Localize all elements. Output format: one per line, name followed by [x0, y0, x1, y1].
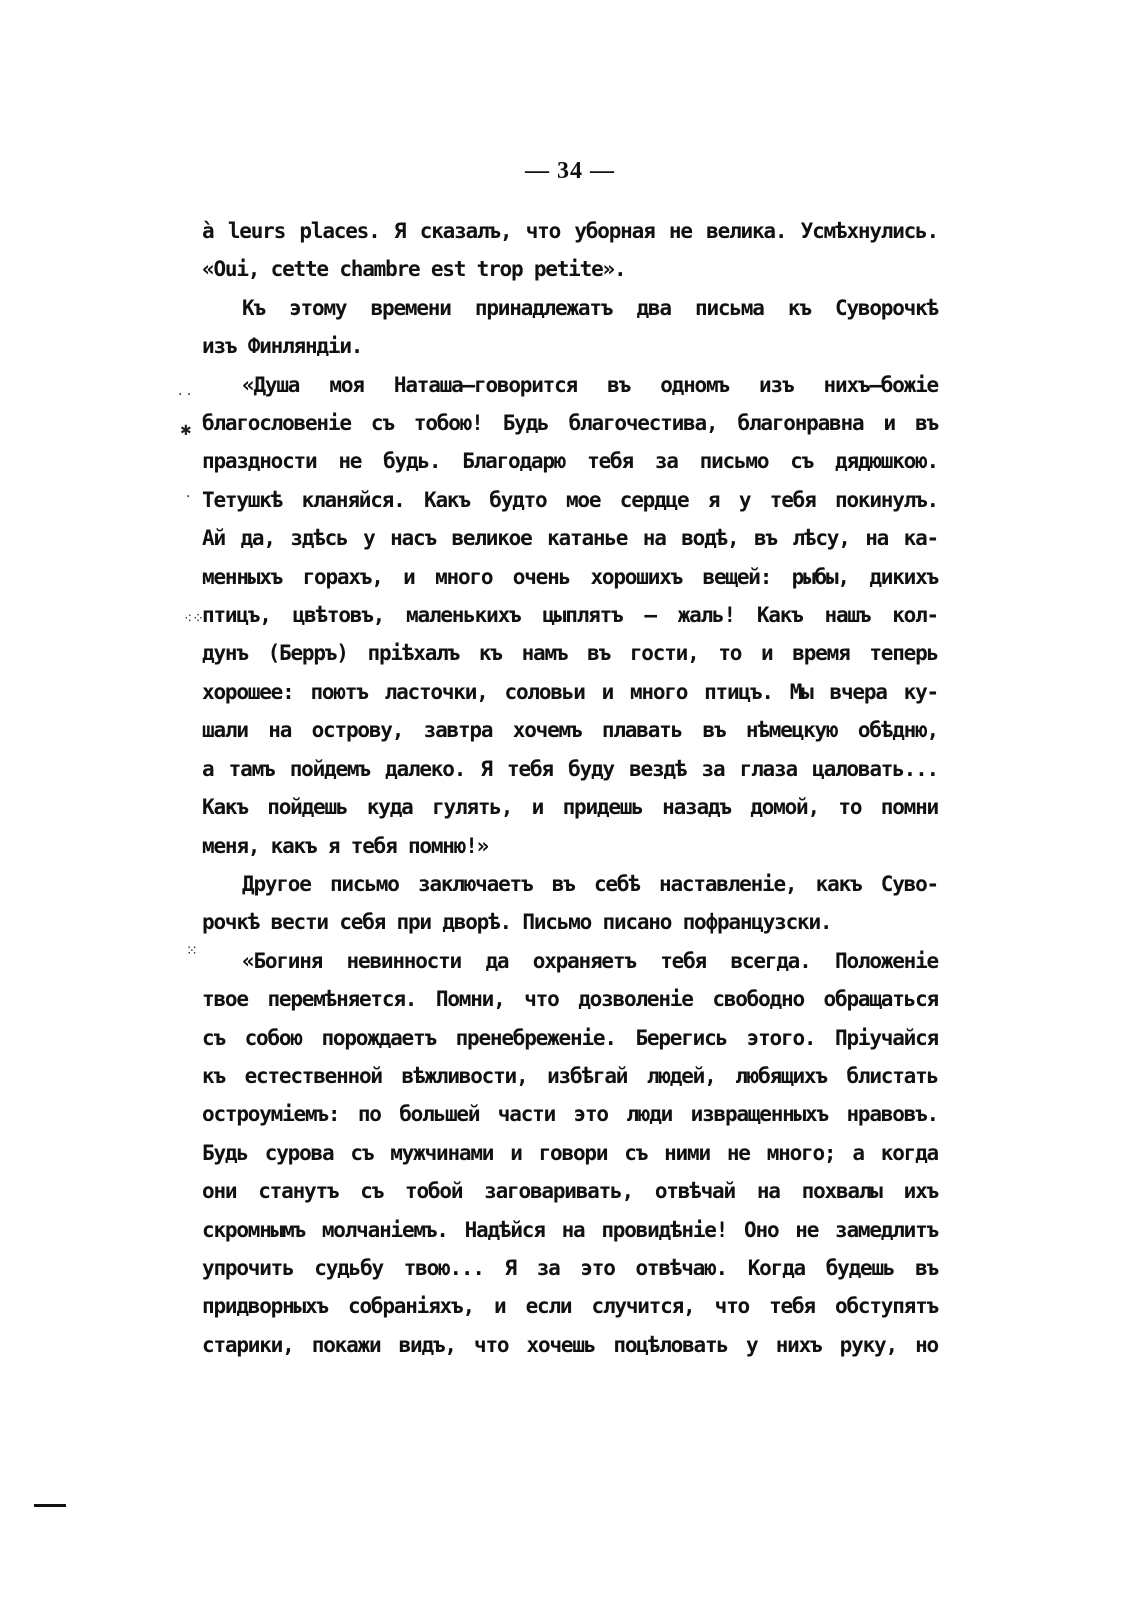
text-line: Другое письмо заключаетъ въ себѣ наставленіе, какъ Суво-	[242, 871, 938, 896]
text-line: скромнымъ молчаніемъ. Надѣйся на провидѣніе! Оно не замедлитъ	[202, 1217, 938, 1242]
text-line: упрочить судьбу твою... Я за это отвѣчаю. Когда будешь въ	[202, 1255, 938, 1280]
text-line: а тамъ пойдемъ далеко. Я тебя буду вездѣ за глаза цаловать...	[202, 756, 938, 781]
text-line: они станутъ съ тобой заговаривать, отвѣчай на похвалы ихъ	[202, 1179, 938, 1204]
text-line: Ай да, здѣсь у насъ великое катанье на водѣ, въ лѣсу, на ка-	[202, 526, 938, 551]
margin-speck: ⁖⁘	[184, 611, 204, 627]
text-line: «Oui, cette chambre est trop petite».	[202, 257, 626, 282]
page-edge-mark	[34, 1504, 66, 1507]
text-line: придворныхъ собраніяхъ, и если случится, что тебя обступятъ	[202, 1294, 938, 1319]
text-line: съ собою порождаетъ пренебреженіе. Берегись этого. Пріучайся	[202, 1025, 938, 1050]
text-line: Къ этому времени принадлежатъ два письма къ Суворочкѣ	[242, 295, 938, 320]
text-line: птицъ, цвѣтовъ, маленькихъ цыплятъ — жаль! Какъ нашъ кол-	[202, 603, 938, 628]
text-line: старики, покажи видъ, что хочешь поцѣловать у нихъ руку, но	[202, 1332, 938, 1357]
margin-speck: · ·	[178, 387, 192, 403]
text-line: остроуміемъ: по большей части это люди извращенныхъ нравовъ.	[202, 1102, 938, 1127]
margin-speck: ⁙	[186, 943, 198, 959]
body-text	[202, 212, 938, 1364]
text-line: изъ Финляндіи.	[202, 334, 363, 359]
text-line: хорошее: поютъ ласточки, соловьи и много птицъ. Мы вчера ку-	[202, 679, 938, 704]
text-line: Тетушкѣ кланяйся. Какъ будто мое сердце я у тебя покинулъ.	[202, 487, 938, 512]
text-line: твое перемѣняется. Помни, что дозволеніе свободно обращаться	[202, 987, 938, 1012]
text-line: Будь сурова съ мужчинами и говори съ ними не много; а когда	[202, 1140, 938, 1165]
text-line: Какъ пойдешь куда гулять, и придешь назадъ домой, то помни	[202, 795, 938, 820]
margin-speck: ·	[186, 489, 191, 505]
text-line: благословеніе съ тобою! Будь благочестива, благонравна и въ	[202, 411, 938, 436]
page-number: — 34 —	[525, 158, 615, 184]
margin-speck: ✱	[180, 423, 192, 439]
text-line: праздности не будь. Благодарю тебя за письмо съ дядюшкою.	[202, 449, 938, 474]
text-line: «Богиня невинности да охраняетъ тебя всегда. Положеніе	[242, 948, 938, 973]
text-line: à leurs places. Я сказалъ, что уборная не велика. Усмѣхнулись.	[202, 219, 938, 243]
text-line: шали на острову, завтра хочемъ плавать въ нѣмецкую обѣдню,	[202, 718, 938, 743]
text-line: меня, какъ я тебя помню!»	[202, 833, 489, 858]
text-line: менныхъ горахъ, и много очень хорошихъ вещей: рыбы, дикихъ	[202, 564, 938, 589]
text-line: дунъ (Берръ) пріѣхалъ къ намъ въ гости, то и время теперь	[202, 641, 938, 666]
text-line: рочкѣ вести себя при дворѣ. Письмо писано пофранцузски.	[202, 910, 832, 935]
text-line: «Душа моя Наташа—говорится въ одномъ изъ нихъ—божіе	[242, 372, 938, 397]
text-line: къ естественной вѣжливости, избѣгай людей, любящихъ блистать	[202, 1063, 938, 1088]
